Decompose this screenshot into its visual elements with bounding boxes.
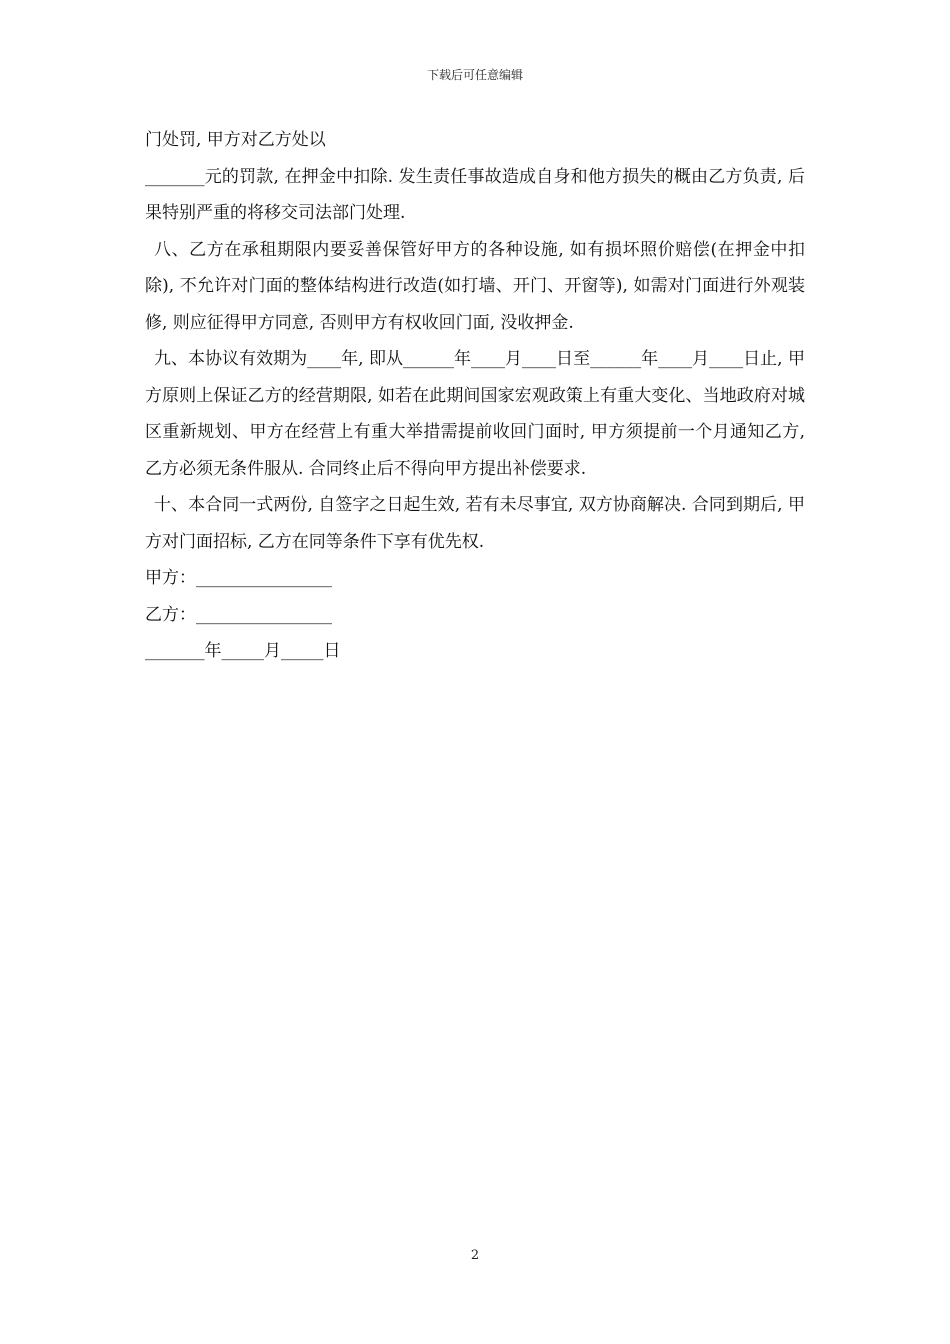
clause-eight: 八、乙方在承租期限内要妥善保管好甲方的各种设施, 如有损坏照价赔偿(在押金中扣除), 不允许对门面的整体结构进行改造(如打墙、开门、开窗等), 如需对门面进行外观装修, 则应征得甲方同意, 否则甲方有权收回门面, 没收押金. (145, 239, 805, 333)
document-body (145, 122, 805, 670)
page-number: 2 (470, 1248, 480, 1263)
clause-ten: 十、本合同一式两份, 自签字之日起生效, 若有未尽事宜, 双方协商解决. 合同到期后, 甲方对门面招标, 乙方在同等条件下享有优先权. (145, 495, 805, 552)
signature-party-b: 乙方：________________ (145, 604, 332, 625)
clause-nine: 九、本协议有效期为____年, 即从______年____月____日至______年____月____日止, 甲方原则上保证乙方的经营期限, 如若在此期间国家宏观政策上有重大变化、当地政府对城区重新规划、甲方在经营上有重大举措需提前收回门面时, 甲方须提前一个月通知乙方, 乙方必须无条件服从. 合同终止后不得向甲方提出补偿要求. (145, 349, 805, 479)
page-header: 下载后可任意编辑 (426, 68, 523, 82)
signature-party-a: 甲方：________________ (145, 568, 332, 588)
signature-date: _______年_____月_____日 (145, 641, 341, 661)
paragraph-penalty-fine: _______元的罚款, 在押金中扣除. 发生责任事故造成自身和他方损失的概由乙方负责, 后果特别严重的将移交司法部门处理. (145, 166, 805, 223)
paragraph-penalty-start: 门处罚, 甲方对乙方处以 (145, 130, 326, 150)
